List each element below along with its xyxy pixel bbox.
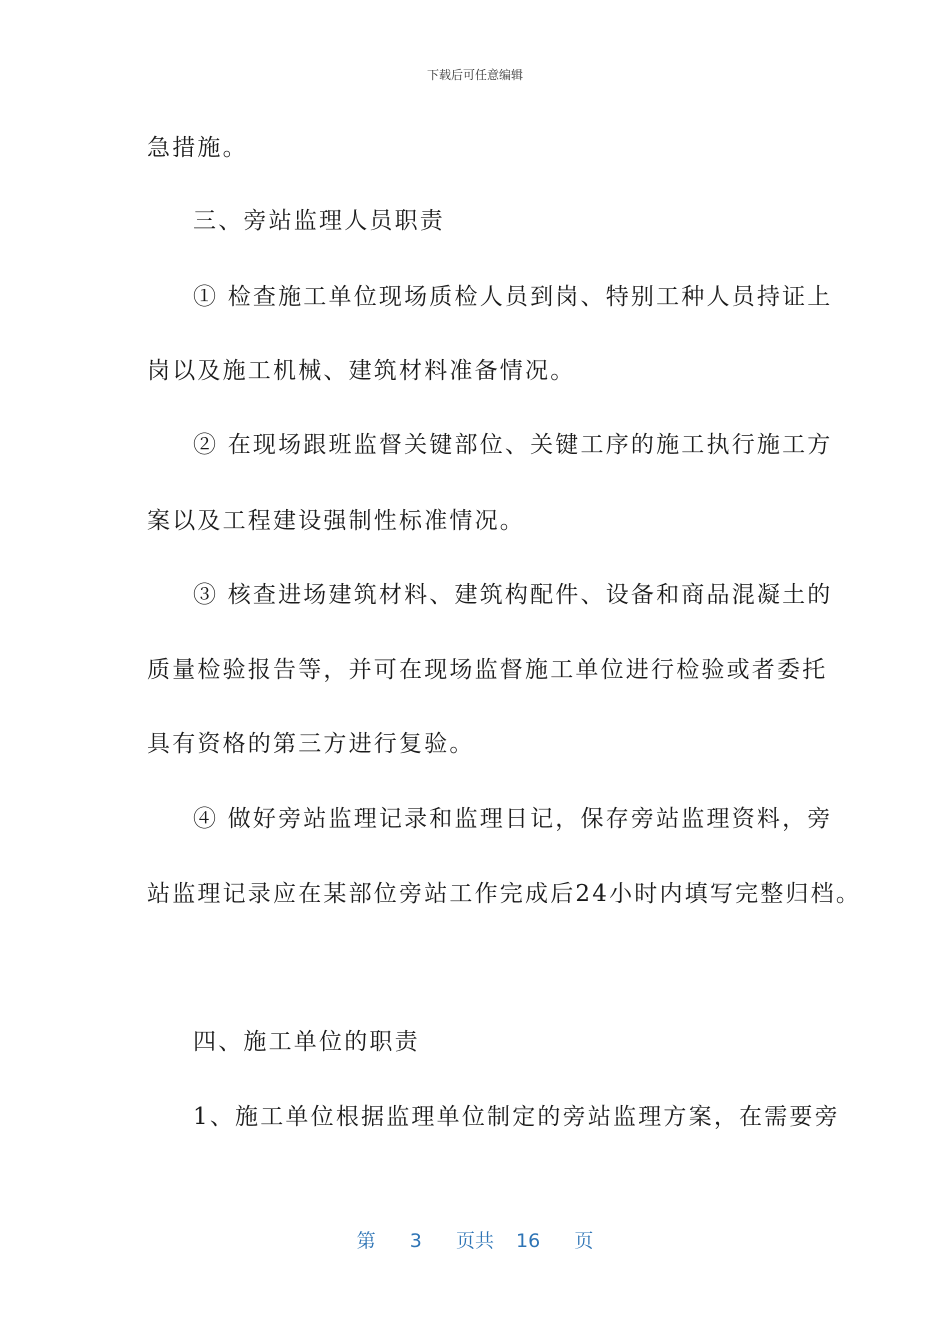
text-line: 1、施工单位根据监理单位制定的旁站监理方案，在需要旁 bbox=[193, 1104, 840, 1130]
footer-current-page: 3 bbox=[409, 1230, 422, 1252]
page-footer bbox=[0, 1226, 950, 1253]
footer-total-pages: 16 bbox=[516, 1230, 541, 1252]
text-line: 站监理记录应在某部位旁站工作完成后24小时内填写完整归档。 bbox=[147, 881, 862, 907]
footer-prefix: 第 bbox=[356, 1230, 376, 1252]
page-header: 下载后可任意编辑 bbox=[426, 68, 523, 82]
text-line: 具有资格的第三方进行复验。 bbox=[147, 731, 475, 757]
footer-suffix: 页 bbox=[574, 1230, 594, 1252]
section-heading: 三、旁站监理人员职责 bbox=[193, 208, 445, 234]
text-line: 质量检验报告等，并可在现场监督施工单位进行检验或者委托 bbox=[147, 657, 828, 683]
text-line: ④ 做好旁站监理记录和监理日记，保存旁站监理资料，旁 bbox=[193, 806, 833, 832]
section-heading: 四、施工单位的职责 bbox=[193, 1029, 420, 1055]
text-line: ① 检查施工单位现场质检人员到岗、特别工种人员持证上 bbox=[193, 284, 833, 310]
footer-mid: 页共 bbox=[455, 1230, 494, 1252]
text-line: ② 在现场跟班监督关键部位、关键工序的施工执行施工方 bbox=[193, 432, 833, 458]
text-line: 岗以及施工机械、建筑材料准备情况。 bbox=[147, 358, 576, 384]
text-line: ③ 核查进场建筑材料、建筑构配件、设备和商品混凝土的 bbox=[193, 582, 833, 608]
text-line: 案以及工程建设强制性标准情况。 bbox=[147, 508, 525, 534]
text-line: 急措施。 bbox=[147, 135, 248, 161]
